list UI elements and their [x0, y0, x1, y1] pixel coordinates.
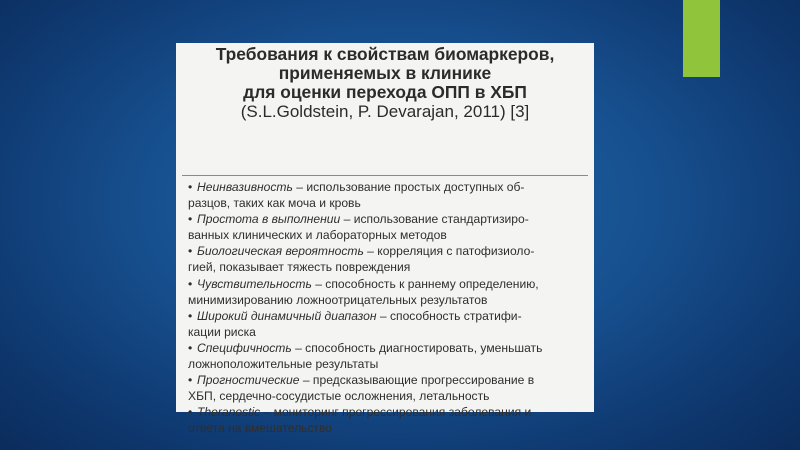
item-term: Специфичность — [197, 340, 292, 355]
item-text-cont: гией, показывает тяжесть повреждения — [188, 260, 411, 275]
bullet-icon: • — [188, 212, 193, 227]
title-line-2: применяемых в клинике — [278, 63, 492, 83]
accent-bar — [683, 0, 720, 77]
item-term: Биологическая вероятность — [197, 244, 364, 259]
item-term: Theranostic — [197, 405, 261, 420]
bullet-icon: • — [188, 308, 193, 323]
item-text: способность к раннему определению, — [325, 276, 539, 291]
item-text-cont: минимизированию ложноотрицательных результатов — [188, 292, 488, 307]
requirements-list — [188, 179, 590, 437]
item-term: Неинвазивность — [197, 180, 293, 194]
list-item — [188, 404, 590, 436]
item-text: корреляция с патофизиоло- — [377, 244, 535, 259]
divider — [182, 175, 588, 176]
bullet-icon: • — [188, 405, 193, 420]
item-separator: – — [340, 212, 354, 227]
item-text: предсказывающие прогрессирование в — [312, 373, 535, 388]
item-text: использование стандартизиро- — [353, 212, 529, 227]
item-text-cont: кации риска — [188, 324, 256, 339]
item-separator: – — [292, 180, 307, 194]
reference-line: (S.L.Goldstein, P. Devarajan, 2011) [3] — [240, 102, 530, 121]
content-card — [176, 43, 594, 436]
item-text-cont: ХБП, сердечно-сосудистые осложнения, летальность — [188, 389, 490, 404]
item-text-cont: ложноположительные результаты — [188, 357, 379, 372]
list-item — [188, 308, 590, 340]
bullet-icon: • — [188, 373, 193, 388]
card-title — [176, 45, 594, 121]
list-item — [188, 340, 590, 372]
item-text-cont: разцов, таких как моча и кровь — [188, 196, 361, 211]
bullet-icon: • — [188, 180, 193, 194]
bullet-icon: • — [188, 340, 193, 355]
item-separator: – — [376, 308, 390, 323]
list-item — [188, 243, 590, 275]
item-term: Простота в выполнении — [197, 212, 341, 227]
item-text: способность стратифи- — [389, 308, 522, 323]
list-item — [188, 276, 590, 308]
item-term: Прогностические — [197, 373, 300, 388]
item-text: использование простых доступных об- — [306, 180, 525, 194]
list-item — [188, 372, 590, 404]
bullet-icon: • — [188, 244, 193, 259]
title-line-3: для оценки перехода ОПП в ХБП — [243, 82, 527, 102]
item-separator: – — [260, 405, 274, 420]
item-term: Широкий динамичный диапазон — [197, 308, 377, 323]
title-line-1: Требования к свойствам биомаркеров, — [215, 44, 555, 64]
bullet-icon: • — [188, 276, 193, 291]
item-text: мониторинг прогрессирования заболевания и — [273, 405, 532, 420]
list-item — [188, 179, 590, 211]
item-separator: – — [311, 276, 326, 291]
item-text-cont: ответа на вмешательство — [188, 421, 333, 436]
item-separator: – — [291, 340, 306, 355]
item-term: Чувствительность — [197, 276, 312, 291]
item-text-cont: ванных клинических и лабораторных методов — [188, 228, 447, 243]
item-separator: – — [299, 373, 313, 388]
item-separator: – — [363, 244, 378, 259]
list-item — [188, 211, 590, 243]
item-text: способность диагностировать, уменьшать — [305, 340, 543, 355]
